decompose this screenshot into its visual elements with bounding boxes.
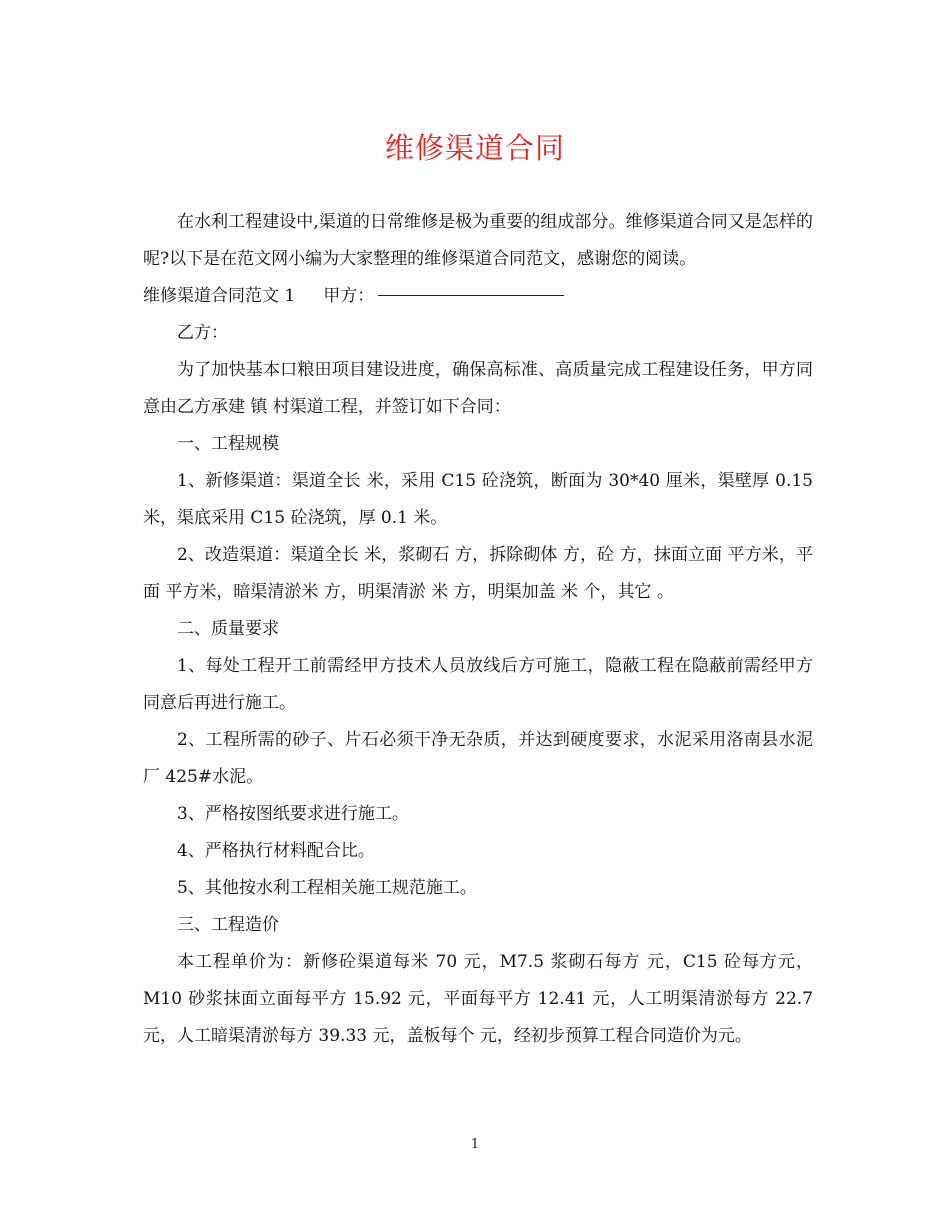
page-number: 1	[470, 1137, 480, 1152]
section1-item2: 2、改造渠道：渠道全长 米，浆砌石 方，拆除砌体 方，砼 方，抹面立面 平方米，平面 平方米，暗渠清淤米 方，明渠清淤 米 方，明渠加盖 米 个，其它 。	[143, 545, 813, 602]
section3-heading: 三、工程造价	[177, 915, 279, 935]
section3-paragraph: 本工程单价为：新修砼渠道每米 70 元，M7.5 浆砌石每方 元，C15 砼每方元，M10 砂浆抹面立面每平方 15.92 元，平面每平方 12.41 元，人工明渠清淤每方 22.7 元，人工暗渠清淤每方 39.33 元，盖板每个 元，经初步预算工程合同造价为元。	[143, 952, 813, 1046]
sample-heading-line	[143, 278, 813, 315]
section2-heading: 二、质量要求	[177, 619, 279, 639]
party-b-line: 乙方：	[177, 323, 228, 343]
party-a-blank-line	[378, 295, 564, 296]
section2-item3: 3、严格按图纸要求进行施工。	[177, 804, 409, 824]
intro-paragraph: 在水利工程建设中,渠道的日常维修是极为重要的组成部分。维修渠道合同又是怎样的呢?以下是在范文网小编为大家整理的维修渠道合同范文，感谢您的阅读。	[143, 212, 813, 269]
section2-item2: 2、工程所需的砂子、片石必须干净无杂质，并达到硬度要求，水泥采用洛南县水泥厂 425#水泥。	[143, 730, 813, 787]
party-a-label: 甲方：	[323, 286, 375, 306]
document-body	[143, 204, 813, 1055]
sample-heading: 维修渠道合同范文 1	[143, 286, 296, 306]
section2-item1: 1、每处工程开工前需经甲方技术人员放线后方可施工，隐蔽工程在隐蔽前需经甲方同意后再进行施工。	[143, 656, 813, 713]
preamble-paragraph: 为了加快基本口粮田项目建设进度，确保高标准、高质量完成工程建设任务，甲方同意由乙方承建 镇 村渠道工程，并签订如下合同：	[143, 360, 813, 417]
document-title: 维修渠道合同	[384, 131, 565, 165]
section1-heading: 一、工程规模	[177, 434, 279, 454]
section2-item5: 5、其他按水利工程相关施工规范施工。	[177, 878, 477, 898]
section2-item4: 4、严格执行材料配合比。	[177, 841, 375, 861]
section1-item1: 1、新修渠道：渠道全长 米，采用 C15 砼浇筑，断面为 30*40 厘米，渠壁厚 0.15 米，渠底采用 C15 砼浇筑，厚 0.1 米。	[143, 471, 813, 528]
